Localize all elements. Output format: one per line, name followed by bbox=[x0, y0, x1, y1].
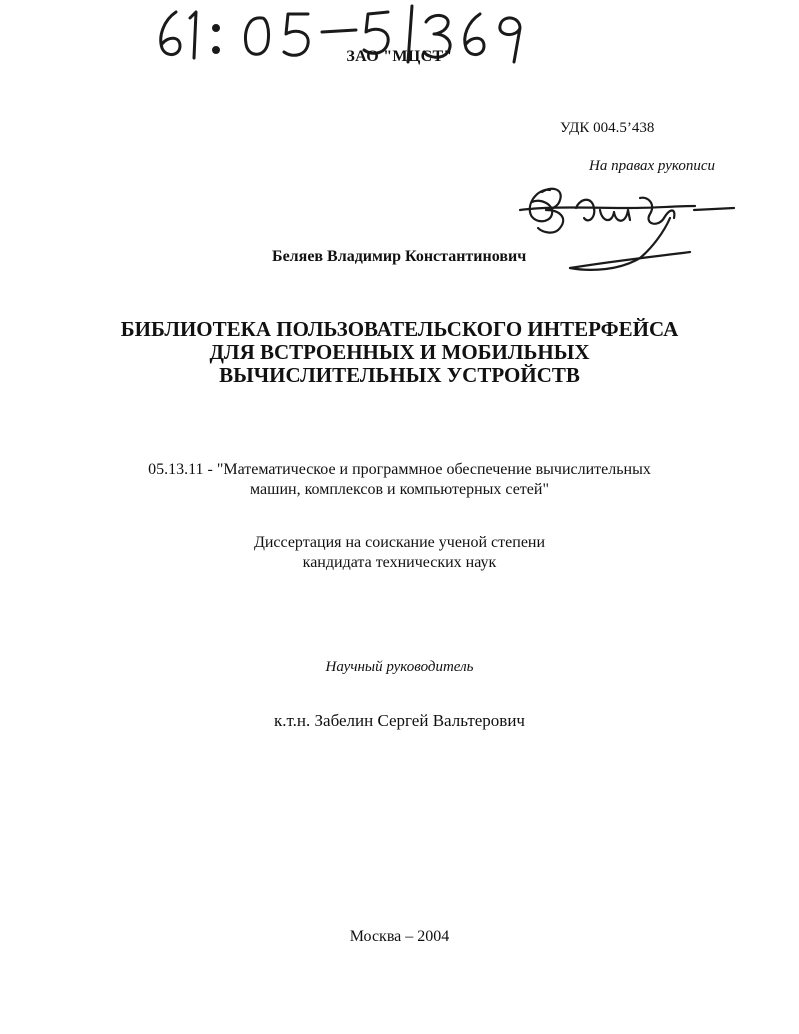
specialty-code bbox=[0, 460, 799, 500]
city-year: Москва – 2004 bbox=[349, 928, 450, 945]
specialty-line: 05.13.11 - "Математическое и программное обеспечение вычислительных bbox=[148, 461, 651, 478]
manuscript-rights-note: На правах рукописи bbox=[589, 158, 715, 174]
organization-name: ЗАО "МЦСТ" bbox=[346, 48, 453, 65]
title-line: ДЛЯ ВСТРОЕННЫХ И МОБИЛЬНЫХ bbox=[209, 340, 590, 364]
advisor-name: к.т.н. Забелин Сергей Вальтерович bbox=[274, 711, 525, 730]
title-line: ВЫЧИСЛИТЕЛЬНЫХ УСТРОЙСТВ bbox=[219, 363, 580, 387]
degree-line: Диссертация на соискание ученой степени bbox=[253, 534, 546, 551]
advisor-label: Научный руководитель bbox=[325, 659, 474, 675]
title-line: БИБЛИОТЕКА ПОЛЬЗОВАТЕЛЬСКОГО ИНТЕРФЕЙСА bbox=[120, 317, 679, 341]
degree-line: кандидата технических наук bbox=[302, 554, 497, 571]
degree-statement bbox=[0, 533, 799, 573]
thesis-title bbox=[0, 318, 799, 387]
specialty-line: машин, комплексов и компьютерных сетей" bbox=[250, 481, 549, 498]
udk-code: УДК 004.5’438 bbox=[560, 120, 655, 136]
author-name: Беляев Владимир Константинович bbox=[272, 248, 527, 265]
